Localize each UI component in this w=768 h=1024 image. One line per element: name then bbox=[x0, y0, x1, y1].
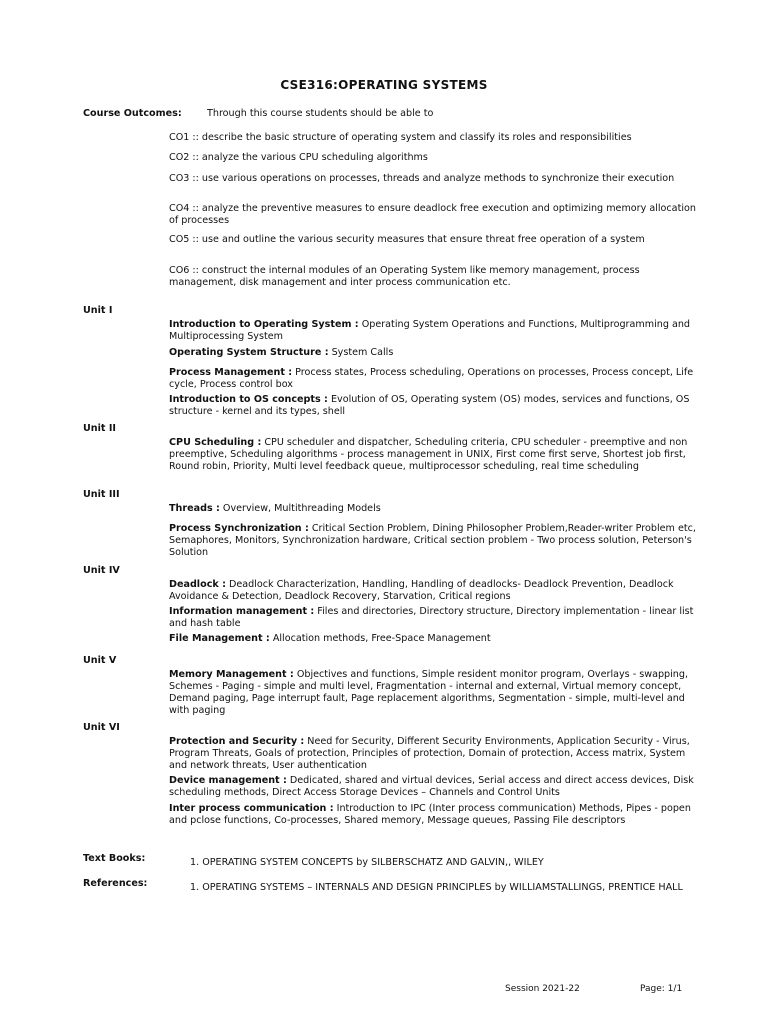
topic-heading: Information management : bbox=[169, 606, 315, 617]
references-label: References: bbox=[83, 878, 148, 889]
unit-topic bbox=[169, 775, 704, 799]
unit-topic bbox=[169, 803, 704, 827]
topic-text: Operating System Operations and Functions, Multiprogramming and Multiprocessing System bbox=[169, 319, 691, 342]
unit-topic bbox=[169, 523, 704, 559]
page-title: CSE316:OPERATING SYSTEMS bbox=[280, 78, 488, 92]
unit-topic bbox=[169, 503, 704, 515]
topic-text: Objectives and functions, Simple resident monitor program, Overlays - swapping, Schemes - Paging - simple and multi level, Fragmentation - internal and external, Virtual memory concept, Demand paging, Page interrupt fault, Page replacement algorithms, Segmentation - simple, multi-level and with paging bbox=[169, 669, 689, 716]
text-book-item: 1. OPERATING SYSTEM CONCEPTS by SILBERSCHATZ AND GALVIN,, WILEY bbox=[190, 857, 544, 868]
topic-text: Need for Security, Different Security Environments, Application Security - Virus, Program Threats, Goals of protection, Principles of protection, Domain of protection, Access matrix, System and network threats, User authentication bbox=[169, 736, 690, 771]
unit-label: Unit III bbox=[83, 489, 120, 500]
topic-text: Process states, Process scheduling, Operations on processes, Process concept, Life cycle, Process control box bbox=[169, 367, 694, 390]
topic-heading: Process Synchronization : bbox=[169, 523, 309, 534]
topic-text: CPU scheduler and dispatcher, Scheduling criteria, CPU scheduler - preemptive and non preemptive, Scheduling algorithms - process management in UNIX, First come first serve, Shortest job first, Round robin, Priority, Multi level feedback queue, multiprocessor scheduling, real time scheduling bbox=[169, 437, 688, 472]
topic-heading: Introduction to Operating System : bbox=[169, 319, 359, 330]
footer-session: Session 2021-22 bbox=[505, 984, 580, 994]
topic-text: Dedicated, shared and virtual devices, Serial access and direct access devices, Disk scheduling methods, Direct Access Storage Devices – Channels and Control Units bbox=[169, 775, 694, 798]
topic-text: Files and directories, Directory structure, Directory implementation - linear list and hash table bbox=[169, 606, 694, 629]
topic-heading: Memory Management : bbox=[169, 669, 294, 680]
topic-heading: Deadlock : bbox=[169, 579, 226, 590]
topic-heading: Threads : bbox=[169, 503, 220, 514]
unit-label: Unit II bbox=[83, 423, 116, 434]
unit-topic bbox=[169, 606, 704, 630]
course-outcomes-label: Course Outcomes: bbox=[83, 108, 182, 119]
unit-topic bbox=[169, 633, 704, 645]
topic-text: Overview, Multithreading Models bbox=[219, 503, 381, 514]
topic-heading: CPU Scheduling : bbox=[169, 437, 262, 448]
topic-heading: Operating System Structure : bbox=[169, 347, 329, 358]
unit-label: Unit IV bbox=[83, 565, 120, 576]
course-outcome-3: CO3 :: use various operations on processes, threads and analyze methods to synchronize their execution bbox=[169, 173, 675, 184]
topic-heading: Introduction to OS concepts : bbox=[169, 394, 328, 405]
unit-topic bbox=[169, 367, 704, 391]
unit-label: Unit V bbox=[83, 655, 117, 666]
topic-heading: Process Management : bbox=[169, 367, 293, 378]
course-outcome-4: CO4 :: analyze the preventive measures to ensure deadlock free execution and optimizing memory allocation of processes bbox=[169, 203, 696, 226]
unit-topic bbox=[169, 437, 704, 473]
unit-topic bbox=[169, 319, 704, 343]
text-books-label: Text Books: bbox=[83, 853, 146, 864]
reference-item: 1. OPERATING SYSTEMS – INTERNALS AND DESIGN PRINCIPLES by WILLIAMSTALLINGS, PRENTICE HALL bbox=[190, 882, 683, 893]
unit-topic bbox=[169, 736, 704, 772]
topic-text: Deadlock Characterization, Handling, Handling of deadlocks- Deadlock Prevention, Deadlock Avoidance & Detection, Deadlock Recovery, Starvation, Critical regions bbox=[169, 579, 674, 602]
course-outcome-2: CO2 :: analyze the various CPU scheduling algorithms bbox=[169, 152, 428, 163]
unit-label: Unit VI bbox=[83, 722, 120, 733]
topic-text: Critical Section Problem, Dining Philosopher Problem,Reader-writer Problem etc, Semaphores, Monitors, Synchronization hardware, Critical section problem - Two process solution, Peterson's Solution bbox=[169, 523, 696, 558]
course-outcome-1: CO1 :: describe the basic structure of operating system and classify its roles and responsibilities bbox=[169, 132, 632, 143]
topic-heading: File Management : bbox=[169, 633, 270, 644]
unit-topic bbox=[169, 347, 704, 359]
course-outcomes-intro: Through this course students should be able to bbox=[207, 108, 434, 119]
topic-heading: Device management : bbox=[169, 775, 287, 786]
topic-text: Introduction to IPC (Inter process communication) Methods, Pipes - popen and pclose functions, Co-processes, Shared memory, Message queues, Passing File descriptors bbox=[169, 803, 691, 826]
footer-page-number: Page: 1/1 bbox=[640, 984, 683, 994]
topic-text: Evolution of OS, Operating system (OS) modes, services and functions, OS structure - kernel and its types, shell bbox=[169, 394, 690, 417]
unit-label: Unit I bbox=[83, 305, 113, 316]
topic-text: System Calls bbox=[328, 347, 394, 358]
topic-text: Allocation methods, Free-Space Management bbox=[269, 633, 491, 644]
unit-topic bbox=[169, 579, 704, 603]
unit-topic bbox=[169, 394, 704, 418]
course-outcome-5: CO5 :: use and outline the various security measures that ensure threat free operation of a system bbox=[169, 234, 645, 245]
topic-heading: Inter process communication : bbox=[169, 803, 334, 814]
course-outcome-6: CO6 :: construct the internal modules of an Operating System like memory management, process management, disk management and inter process communication etc. bbox=[169, 265, 640, 288]
topic-heading: Protection and Security : bbox=[169, 736, 305, 747]
unit-topic bbox=[169, 669, 704, 717]
